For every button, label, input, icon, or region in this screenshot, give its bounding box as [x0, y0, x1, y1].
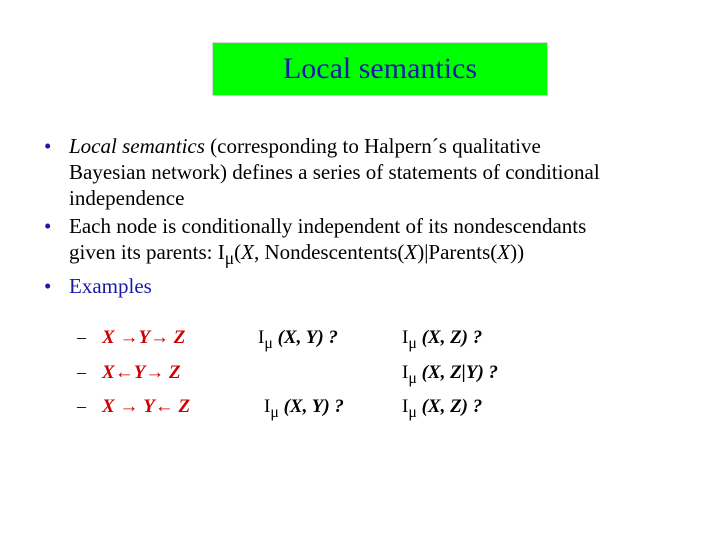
dash: –: [77, 327, 86, 347]
arrow-left-icon: ←: [114, 362, 134, 383]
chain-row-1: [102, 327, 185, 349]
mu-symbol: μ: [264, 334, 273, 352]
var-x: X: [404, 240, 418, 264]
node-z: Z: [169, 362, 181, 383]
arrow-left-icon: ←: [154, 396, 174, 417]
node-z: Z: [173, 327, 186, 348]
arrow-right-icon: →: [119, 396, 139, 417]
term-local-semantics: Local semantics: [69, 134, 205, 158]
bullet-text: Bayesian network) defines a series of statements of conditional: [69, 160, 600, 184]
query-r3c1: $I_\mu$ (X, Y) ?: [264, 396, 344, 421]
arrow-right-icon: →: [119, 327, 139, 348]
examples-label: Examples: [69, 274, 152, 299]
node-z: Z: [178, 396, 191, 417]
bullet-dot: •: [44, 274, 52, 299]
node-y: Y: [138, 327, 151, 348]
node-y: Y: [143, 396, 155, 417]
query-r1c2: $I_\mu$ (X, Z) ?: [402, 327, 483, 352]
dash: –: [77, 396, 86, 416]
query-r2c2: $I_\mu$ (X, Z|Y) ?: [402, 362, 499, 387]
node-y: Y: [133, 362, 146, 383]
bullet-dot: •: [44, 134, 52, 158]
bullet-text: independence: [69, 186, 185, 210]
mu-symbol: μ: [224, 248, 235, 269]
dash: –: [77, 362, 86, 382]
bullet-list: [44, 133, 714, 301]
var-x: X: [241, 240, 254, 264]
mu-symbol: μ: [408, 403, 417, 421]
arrow-right-icon: →: [150, 327, 170, 348]
var-x: X: [497, 240, 511, 264]
bullet-dot: •: [44, 214, 52, 238]
chain-row-3: [102, 396, 190, 418]
query-r1c1: $I_\mu$ (X, Y) ?: [258, 327, 338, 352]
slide-title: Local semantics: [282, 52, 478, 85]
node-x: X: [102, 362, 115, 383]
mu-symbol: μ: [408, 334, 417, 352]
bullet-examples: [44, 273, 714, 299]
arrow-right-icon: →: [145, 362, 165, 383]
chain-row-2: [102, 362, 181, 384]
bullet-text: , Nondescentents(: [253, 240, 405, 264]
mu-symbol: μ: [408, 369, 417, 387]
bullet-text: Each node is conditionally independent of its nondescendants: [69, 214, 587, 238]
title-banner: [212, 42, 548, 96]
mu-symbol: μ: [270, 403, 279, 421]
paren: (: [234, 240, 242, 264]
query-r3c2: $I_\mu$ (X, Z) ?: [402, 396, 483, 421]
node-x: X: [102, 396, 115, 417]
bullet-text: (corresponding to Halpern´s qualitative: [204, 134, 541, 158]
node-x: X: [102, 327, 115, 348]
bullet-text: )|Parents(: [417, 240, 498, 264]
bullet-node-independence: [44, 213, 714, 271]
bullet-local-semantics: [44, 133, 714, 211]
bullet-text: given its parents: I: [69, 240, 225, 264]
bullet-text: )): [510, 240, 525, 264]
